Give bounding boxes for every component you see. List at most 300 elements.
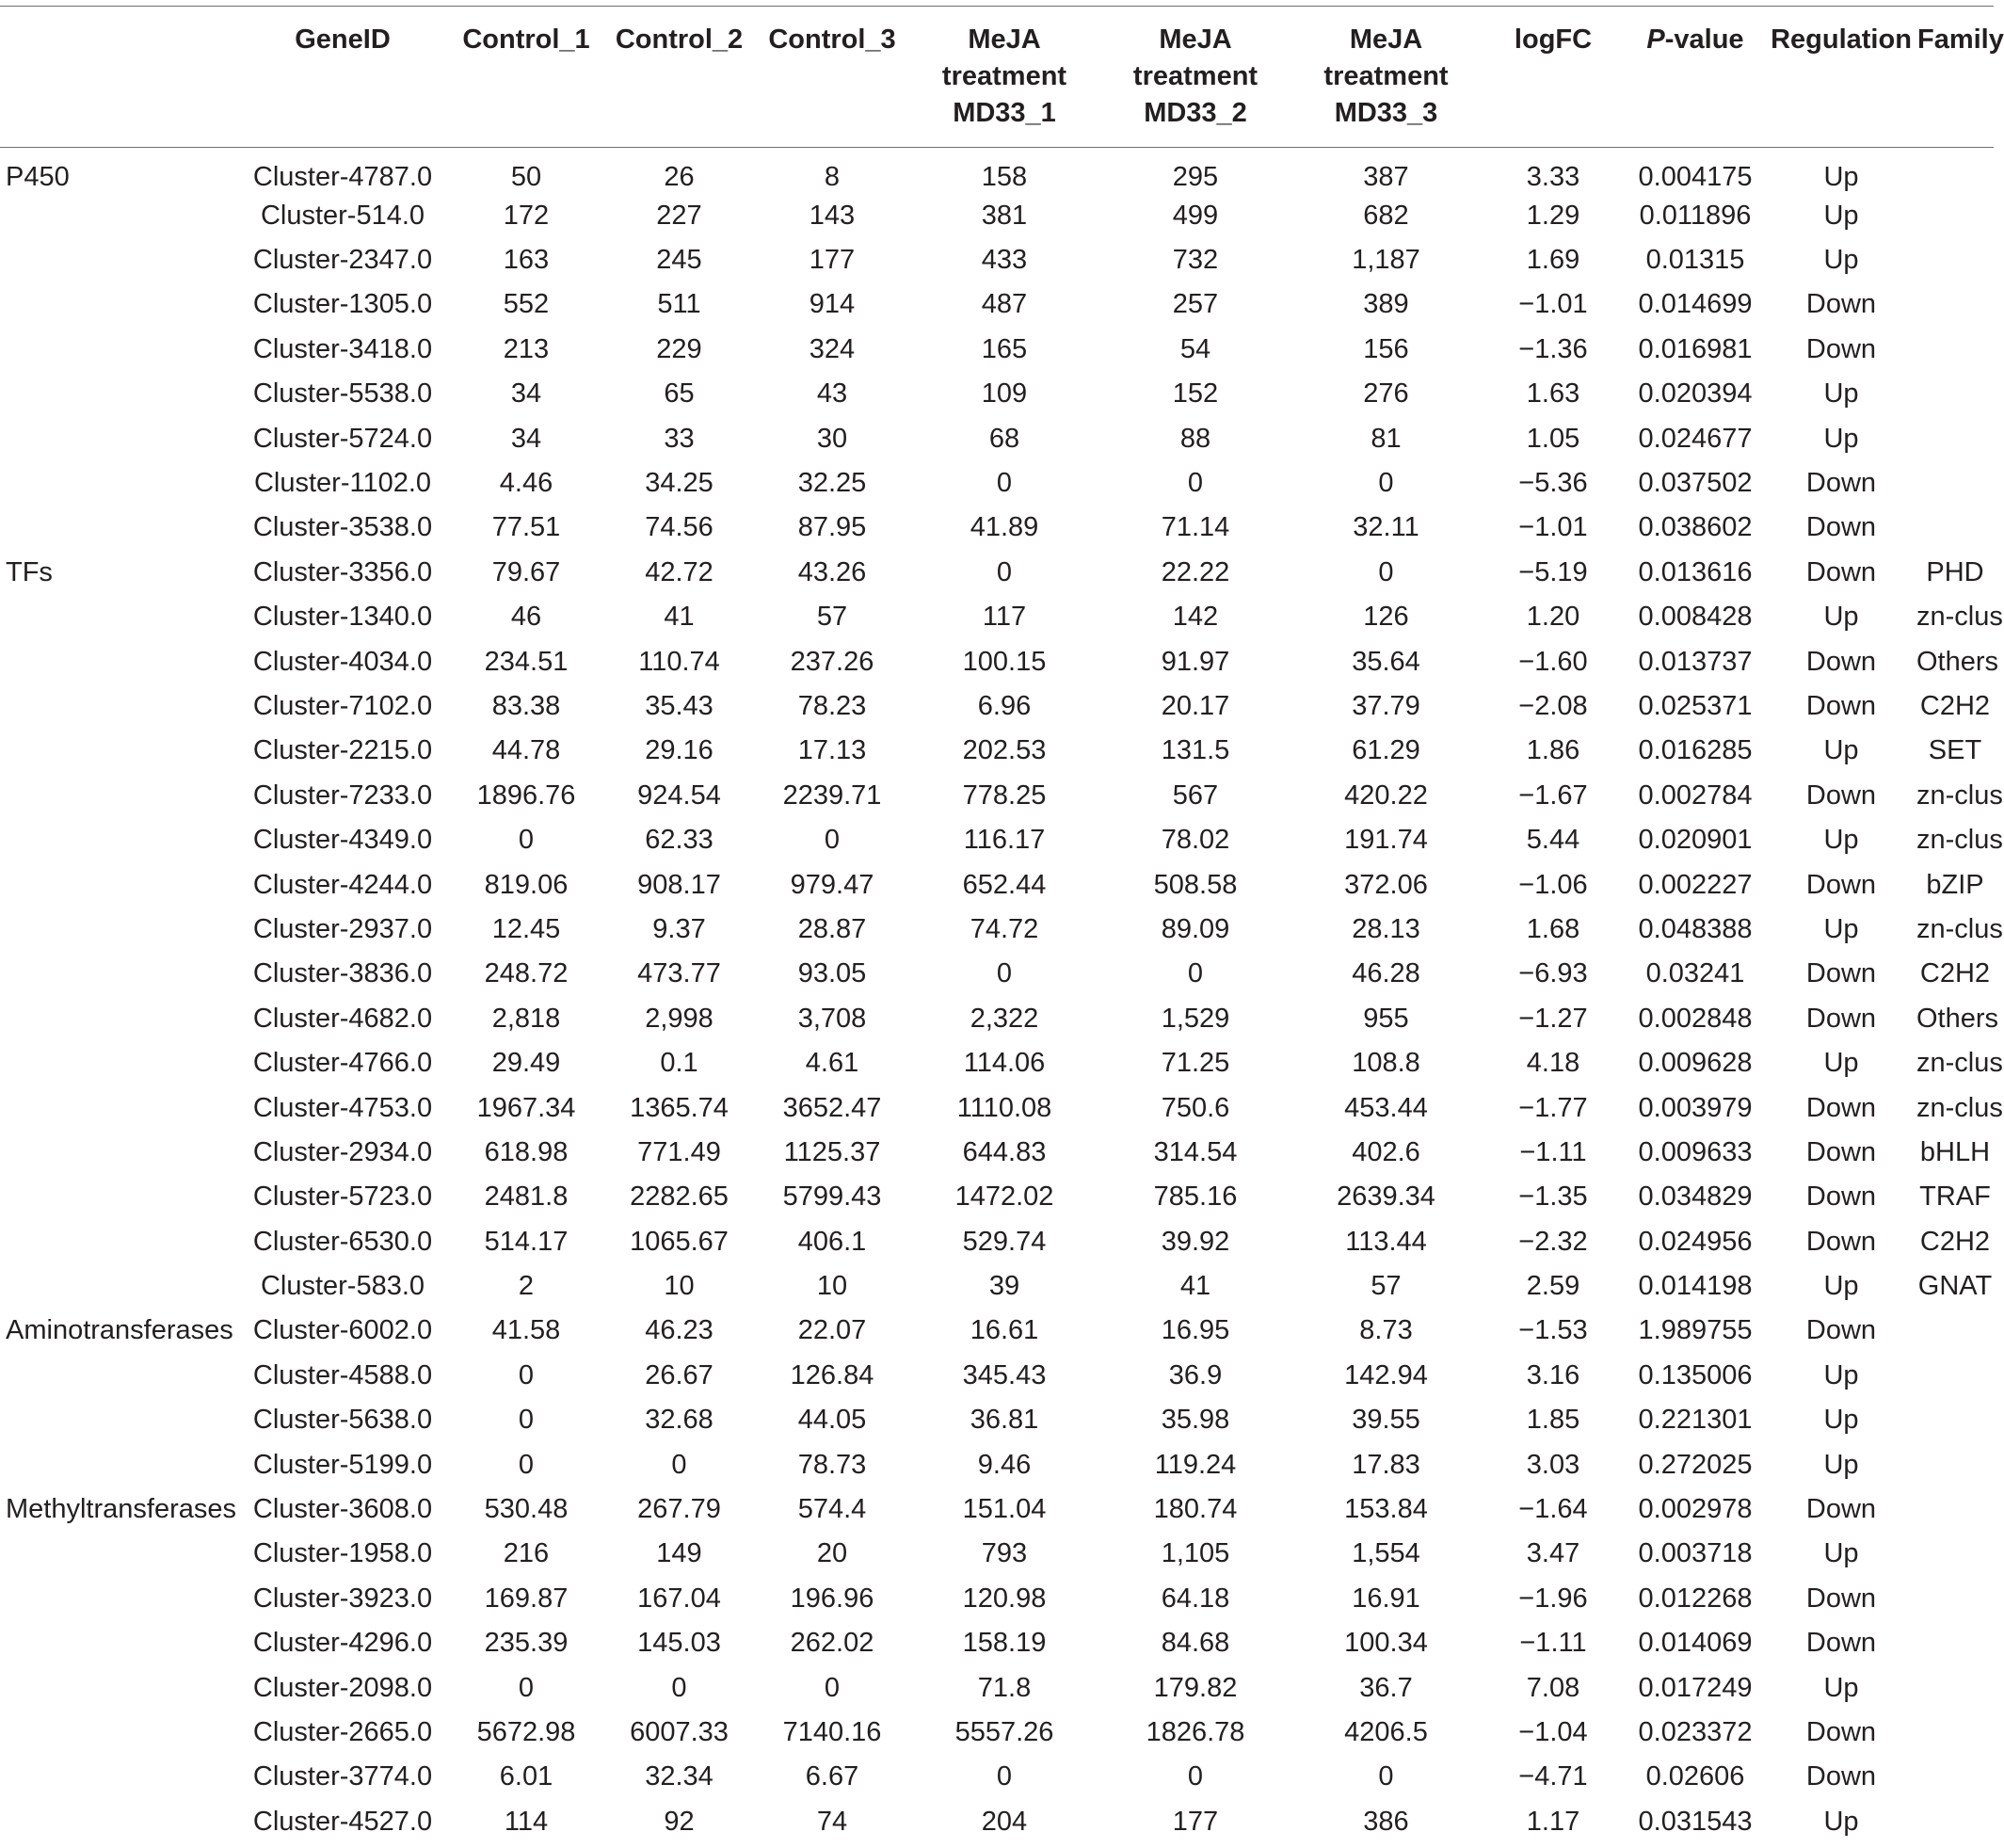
cell-control-1: 169.87	[484, 1583, 569, 1614]
cell-category	[0, 1263, 235, 1308]
cell-logfc: −2.32	[1518, 1226, 1588, 1257]
cell-meja-3: 61.29	[1352, 735, 1420, 766]
cell-regulation: Down	[1805, 1716, 1877, 1747]
gene-expression-table	[0, 6, 2004, 1843]
cell-regulation: Down	[1805, 958, 1877, 989]
cell-meja-2: 20.17	[1161, 690, 1230, 721]
header-meja-3-line-3: MD33_3	[1334, 98, 1438, 128]
cell-meja-1: 36.81	[970, 1405, 1039, 1436]
cell-regulation: Up	[1823, 378, 1859, 410]
cell-meja-3: 387	[1363, 162, 1409, 192]
cell-control-2: 267.79	[637, 1494, 721, 1525]
cell-p-value: 0.020394	[1638, 378, 1753, 410]
cell-logfc: 1.86	[1526, 735, 1580, 766]
cell-meja-3: 46.28	[1352, 958, 1420, 989]
cell-family	[1916, 1442, 1994, 1486]
cell-meja-1: 433	[981, 245, 1028, 276]
table-header	[0, 7, 2004, 148]
cell-category	[0, 996, 235, 1040]
table-row	[0, 1755, 1994, 1799]
header-category	[0, 7, 235, 148]
cell-control-3: 914	[809, 289, 856, 320]
cell-control-2: 26	[664, 162, 695, 192]
cell-control-3: 78.23	[797, 690, 867, 721]
cell-control-3: 43	[816, 378, 848, 410]
cell-control-3: 237.26	[790, 646, 874, 677]
cell-family: SET	[1928, 735, 1982, 766]
cell-control-1: 0	[518, 1359, 535, 1390]
table-row	[0, 372, 1994, 416]
cell-category	[0, 1799, 235, 1843]
cell-meja-2: 314.54	[1153, 1136, 1238, 1167]
cell-control-1: 1967.34	[476, 1092, 576, 1123]
cell-logfc: 2.59	[1526, 1271, 1580, 1302]
cell-meja-3: 276	[1363, 378, 1409, 410]
cell-meja-2: 119.24	[1154, 1449, 1237, 1480]
table-row	[0, 237, 1994, 281]
cell-category	[0, 1175, 235, 1219]
cell-control-3: 0	[824, 825, 841, 856]
cell-control-1: 5672.98	[476, 1716, 576, 1747]
cell-control-1: 114	[504, 1806, 549, 1837]
cell-control-3: 28.87	[797, 913, 867, 944]
cell-gene-id: Cluster-2098.0	[252, 1672, 433, 1703]
cell-meja-3: 142.94	[1344, 1359, 1428, 1390]
cell-logfc: −2.08	[1518, 690, 1588, 721]
cell-category	[0, 817, 235, 861]
cell-gene-id: Cluster-2215.0	[252, 735, 433, 766]
cell-meja-2: 0	[1187, 958, 1204, 989]
cell-logfc: 5.44	[1526, 825, 1580, 856]
cell-category	[0, 952, 235, 996]
cell-meja-2: 567	[1172, 779, 1219, 811]
cell-meja-3: 955	[1363, 1003, 1409, 1034]
cell-control-2: 34.25	[645, 468, 713, 499]
cell-control-3: 177	[809, 245, 856, 276]
table-row	[0, 1532, 1994, 1576]
cell-gene-id: Cluster-5724.0	[252, 423, 433, 454]
cell-family	[1916, 1710, 1994, 1754]
cell-control-2: 2,998	[645, 1003, 713, 1034]
cell-regulation: Down	[1805, 556, 1877, 587]
cell-control-2: 0.1	[660, 1048, 698, 1079]
header-meja-2-line-3: MD33_2	[1144, 98, 1247, 128]
cell-logfc: −6.93	[1518, 958, 1588, 989]
cell-meja-2: 41	[1179, 1271, 1211, 1302]
cell-p-value: 0.01315	[1645, 245, 1745, 276]
cell-meja-2: 35.98	[1161, 1405, 1230, 1436]
cell-regulation: Down	[1805, 1003, 1877, 1034]
cell-gene-id: Cluster-5638.0	[252, 1405, 433, 1436]
cell-meja-3: 1,187	[1352, 245, 1420, 276]
table-row	[0, 506, 1994, 550]
cell-regulation: Down	[1805, 646, 1877, 677]
cell-meja-1: 39	[988, 1271, 1020, 1302]
cell-meja-3: 0	[1378, 556, 1394, 587]
cell-family: zn-clus	[1916, 825, 2003, 856]
cell-category: TFs	[6, 556, 53, 587]
cell-meja-1: 109	[981, 378, 1028, 410]
cell-meja-1: 100.15	[962, 646, 1047, 677]
cell-control-1: 0	[518, 1405, 535, 1436]
cell-meja-3: 4206.5	[1344, 1716, 1428, 1747]
cell-gene-id: Cluster-1305.0	[252, 289, 433, 320]
cell-family	[1916, 1665, 1994, 1710]
cell-p-value: 0.020901	[1638, 825, 1753, 856]
header-meja-1-line-2: treatment	[941, 61, 1067, 91]
header-meja-1-line-1: MeJA	[968, 24, 1041, 55]
cell-gene-id: Cluster-4296.0	[252, 1628, 433, 1659]
cell-regulation: Up	[1823, 735, 1859, 766]
cell-meja-1: 151.04	[962, 1494, 1047, 1525]
header-control-3: Control_3	[756, 7, 908, 148]
cell-family: bHLH	[1919, 1136, 1991, 1167]
cell-control-3: 196.96	[790, 1583, 874, 1614]
cell-meja-2: 177	[1172, 1806, 1219, 1837]
cell-family	[1916, 1398, 1994, 1442]
cell-regulation: Down	[1805, 1761, 1877, 1792]
cell-meja-2: 785.16	[1153, 1181, 1238, 1213]
cell-gene-id: Cluster-583.0	[260, 1271, 425, 1302]
cell-meja-2: 732	[1172, 245, 1219, 276]
cell-p-value: 0.135006	[1638, 1359, 1753, 1390]
cell-regulation: Up	[1823, 1048, 1859, 1079]
cell-regulation: Up	[1823, 825, 1859, 856]
table-row	[0, 1398, 1994, 1442]
cell-category	[0, 1532, 235, 1576]
cell-category	[0, 907, 235, 951]
cell-category	[0, 1665, 235, 1710]
cell-category	[0, 1398, 235, 1442]
cell-logfc: −1.77	[1518, 1092, 1588, 1123]
cell-control-1: 0	[518, 825, 535, 856]
header-family: Family	[1916, 7, 1994, 148]
cell-control-2: 245	[656, 245, 702, 276]
cell-family	[1916, 1353, 1994, 1397]
cell-regulation: Down	[1805, 1181, 1877, 1213]
cell-category: P450	[6, 162, 70, 192]
cell-control-2: 1365.74	[630, 1092, 729, 1123]
cell-meja-3: 126	[1363, 602, 1409, 633]
cell-gene-id: Cluster-514.0	[260, 200, 425, 231]
table-row	[0, 1442, 1994, 1486]
cell-regulation: Down	[1805, 468, 1877, 499]
cell-meja-1: 116.17	[963, 825, 1046, 856]
cell-meja-1: 0	[996, 556, 1013, 587]
table-row	[0, 148, 1994, 194]
cell-meja-3: 81	[1371, 423, 1402, 454]
cell-p-value: 0.012268	[1638, 1583, 1753, 1614]
cell-control-3: 3652.47	[782, 1092, 882, 1123]
cell-control-2: 1065.67	[630, 1226, 729, 1257]
cell-p-value: 0.016981	[1638, 333, 1753, 364]
cell-category	[0, 595, 235, 639]
cell-meja-3: 389	[1363, 289, 1409, 320]
cell-control-2: 227	[656, 200, 702, 231]
cell-meja-2: 0	[1187, 468, 1204, 499]
cell-regulation: Down	[1805, 690, 1877, 721]
cell-category	[0, 1040, 235, 1085]
header-meja-3-line-1: MeJA	[1349, 24, 1423, 55]
cell-logfc: −1.04	[1518, 1716, 1588, 1747]
table-row	[0, 193, 1994, 237]
cell-p-value: 0.003979	[1638, 1092, 1753, 1123]
cell-control-3: 10	[816, 1271, 848, 1302]
cell-meja-3: 0	[1378, 1761, 1394, 1792]
cell-control-3: 2239.71	[782, 779, 882, 811]
cell-meja-1: 165	[981, 333, 1028, 364]
cell-gene-id: Cluster-3836.0	[252, 958, 433, 989]
cell-control-3: 93.05	[797, 958, 867, 989]
cell-control-1: 2481.8	[484, 1181, 569, 1213]
cell-control-3: 8	[824, 162, 841, 192]
cell-control-3: 17.13	[797, 735, 867, 766]
cell-regulation: Down	[1805, 1628, 1877, 1659]
cell-meja-3: 1,554	[1352, 1538, 1420, 1569]
cell-control-2: 145.03	[637, 1628, 721, 1659]
cell-meja-2: 88	[1179, 423, 1211, 454]
cell-p-value: 0.011896	[1639, 200, 1752, 231]
cell-regulation: Down	[1805, 512, 1877, 543]
cell-meja-3: 108.8	[1352, 1048, 1420, 1079]
header-p-value-italic: P	[1646, 24, 1665, 55]
cell-logfc: 1.63	[1526, 378, 1580, 410]
cell-p-value: 0.002784	[1638, 779, 1753, 811]
cell-meja-3: 372.06	[1344, 869, 1428, 900]
cell-meja-3: 402.6	[1352, 1136, 1420, 1167]
cell-meja-2: 257	[1172, 289, 1219, 320]
cell-gene-id: Cluster-1958.0	[252, 1538, 433, 1569]
cell-logfc: 7.08	[1526, 1672, 1580, 1703]
cell-family	[1916, 1799, 1994, 1843]
cell-meja-3: 8.73	[1359, 1315, 1413, 1346]
cell-control-3: 74	[816, 1806, 848, 1837]
cell-meja-1: 158	[981, 162, 1028, 192]
cell-regulation: Down	[1805, 1494, 1877, 1525]
cell-regulation: Up	[1823, 1806, 1859, 1837]
cell-control-2: 92	[664, 1806, 695, 1837]
table-row	[0, 327, 1994, 371]
cell-family	[1916, 1755, 1994, 1799]
cell-logfc: −1.64	[1518, 1494, 1588, 1525]
cell-p-value: 0.023372	[1638, 1716, 1753, 1747]
cell-meja-3: 35.64	[1352, 646, 1420, 677]
cell-gene-id: Cluster-5723.0	[252, 1181, 433, 1213]
cell-control-1: 163	[503, 245, 550, 276]
cell-control-3: 30	[816, 423, 848, 454]
header-meja-3	[1291, 7, 1482, 148]
cell-meja-2: 142	[1172, 602, 1219, 633]
cell-regulation: Up	[1823, 1359, 1859, 1390]
header-meja-1	[908, 7, 1100, 148]
cell-p-value: 0.013737	[1638, 646, 1753, 677]
cell-control-2: 33	[664, 423, 695, 454]
cell-meja-3: 32.11	[1353, 512, 1419, 543]
cell-control-3: 7140.16	[782, 1716, 882, 1747]
cell-p-value: 0.002978	[1638, 1494, 1753, 1525]
cell-control-2: 65	[664, 378, 695, 410]
cell-meja-2: 750.6	[1161, 1092, 1230, 1123]
cell-gene-id: Cluster-3418.0	[252, 333, 433, 364]
cell-family	[1916, 416, 1994, 460]
table-row	[0, 996, 1994, 1040]
cell-meja-2: 16.95	[1161, 1315, 1230, 1346]
cell-meja-2: 1,105	[1161, 1538, 1230, 1569]
cell-meja-1: 652.44	[962, 869, 1047, 900]
cell-regulation: Down	[1805, 1092, 1877, 1123]
table-row	[0, 952, 1994, 996]
table-row	[0, 1309, 1994, 1353]
cell-logfc: 1.05	[1526, 423, 1580, 454]
cell-family	[1916, 282, 1994, 327]
cell-control-1: 0	[518, 1449, 535, 1480]
cell-logfc: 3.16	[1526, 1359, 1580, 1390]
cell-regulation: Up	[1823, 1405, 1859, 1436]
cell-meja-1: 16.61	[970, 1315, 1039, 1346]
cell-family: bZIP	[1926, 869, 1984, 900]
cell-logfc: 1.68	[1526, 913, 1580, 944]
cell-meja-1: 204	[981, 1806, 1028, 1837]
cell-p-value: 0.009628	[1638, 1048, 1753, 1079]
cell-gene-id: Cluster-5199.0	[252, 1449, 433, 1480]
cell-meja-1: 117	[982, 602, 1027, 633]
cell-control-2: 6007.33	[630, 1716, 729, 1747]
cell-meja-2: 71.25	[1161, 1048, 1230, 1079]
table-row	[0, 1665, 1994, 1710]
cell-control-2: 41	[664, 602, 695, 633]
cell-p-value: 0.037502	[1638, 468, 1753, 499]
cell-logfc: −1.35	[1518, 1181, 1588, 1213]
cell-category	[0, 1576, 235, 1620]
cell-logfc: 3.03	[1526, 1449, 1580, 1480]
cell-gene-id: Cluster-3356.0	[252, 556, 433, 587]
cell-gene-id: Cluster-6530.0	[252, 1226, 433, 1257]
header-meja-1-line-3: MD33_1	[953, 98, 1056, 128]
cell-meja-3: 191.74	[1344, 825, 1428, 856]
cell-meja-2: 499	[1172, 200, 1219, 231]
cell-logfc: 1.20	[1526, 602, 1580, 633]
cell-meja-3: 57	[1371, 1271, 1402, 1302]
cell-meja-3: 420.22	[1344, 779, 1428, 811]
cell-p-value: 0.009633	[1638, 1136, 1753, 1167]
table-row	[0, 1576, 1994, 1620]
cell-meja-2: 84.68	[1161, 1628, 1230, 1659]
cell-gene-id: Cluster-1340.0	[252, 602, 433, 633]
cell-control-3: 32.25	[797, 468, 867, 499]
cell-category	[0, 372, 235, 416]
cell-control-1: 0	[518, 1672, 535, 1703]
cell-control-1: 34	[510, 378, 542, 410]
table-row	[0, 817, 1994, 861]
cell-meja-2: 180.74	[1153, 1494, 1238, 1525]
cell-meja-1: 0	[996, 468, 1013, 499]
cell-control-2: 511	[657, 289, 701, 320]
cell-control-1: 77.51	[491, 512, 561, 543]
cell-control-1: 819.06	[484, 869, 569, 900]
cell-family: Others	[1916, 1003, 1999, 1034]
cell-meja-1: 2,322	[970, 1003, 1039, 1034]
cell-p-value: 0.221301	[1638, 1405, 1753, 1436]
cell-regulation: Down	[1805, 289, 1877, 320]
cell-control-1: 46	[510, 602, 542, 633]
cell-logfc: −1.01	[1518, 289, 1588, 320]
cell-gene-id: Cluster-4682.0	[252, 1003, 433, 1034]
cell-gene-id: Cluster-7102.0	[252, 690, 433, 721]
cell-family: zn-clus	[1916, 1048, 2003, 1079]
cell-meja-3: 17.83	[1352, 1449, 1420, 1480]
cell-gene-id: Cluster-4753.0	[252, 1092, 433, 1123]
header-control-2: Control_2	[602, 7, 756, 148]
cell-meja-1: 74.72	[970, 913, 1039, 944]
table-row	[0, 1353, 1994, 1397]
cell-control-2: 62.33	[645, 825, 713, 856]
table-row	[0, 1040, 1994, 1085]
table-row	[0, 1710, 1994, 1754]
cell-control-1: 2	[518, 1271, 535, 1302]
cell-logfc: 1.17	[1526, 1806, 1580, 1837]
header-control-1: Control_1	[450, 7, 602, 148]
cell-gene-id: Cluster-2665.0	[252, 1716, 433, 1747]
cell-family	[1916, 148, 1994, 194]
cell-regulation: Down	[1805, 1583, 1877, 1614]
cell-regulation: Up	[1823, 913, 1859, 944]
table-row	[0, 1263, 1994, 1308]
cell-regulation: Up	[1823, 162, 1859, 192]
cell-category	[0, 1442, 235, 1486]
cell-p-value: 0.024956	[1638, 1226, 1753, 1257]
cell-control-3: 78.73	[797, 1449, 867, 1480]
cell-gene-id: Cluster-4787.0	[252, 162, 433, 192]
header-p-value	[1625, 7, 1766, 148]
cell-category	[0, 1353, 235, 1397]
cell-meja-1: 9.46	[977, 1449, 1032, 1480]
cell-control-3: 262.02	[790, 1628, 874, 1659]
cell-control-1: 44.78	[491, 735, 561, 766]
cell-category	[0, 1710, 235, 1754]
cell-category	[0, 193, 235, 237]
cell-family	[1916, 1576, 1994, 1620]
cell-control-3: 87.95	[797, 512, 867, 543]
cell-family	[1916, 1532, 1994, 1576]
cell-meja-3: 39.55	[1352, 1405, 1420, 1436]
cell-p-value: 0.002848	[1638, 1003, 1753, 1034]
cell-gene-id: Cluster-6002.0	[252, 1315, 433, 1346]
cell-logfc: −1.60	[1518, 646, 1588, 677]
cell-p-value: 0.014069	[1638, 1628, 1753, 1659]
cell-p-value: 1.989755	[1638, 1315, 1753, 1346]
cell-control-1: 530.48	[484, 1494, 569, 1525]
cell-control-2: 32.68	[645, 1405, 713, 1436]
header-meja-2-line-2: treatment	[1132, 61, 1259, 91]
cell-logfc: 3.47	[1526, 1538, 1580, 1569]
cell-category	[0, 1219, 235, 1263]
cell-control-3: 0	[824, 1672, 841, 1703]
cell-control-2: 35.43	[645, 690, 713, 721]
cell-regulation: Up	[1823, 1271, 1859, 1302]
cell-logfc: −1.53	[1518, 1315, 1588, 1346]
cell-control-3: 44.05	[797, 1405, 867, 1436]
cell-control-3: 143	[809, 200, 856, 231]
cell-family	[1916, 1309, 1994, 1353]
cell-category	[0, 773, 235, 817]
cell-control-1: 213	[503, 333, 550, 364]
cell-meja-2: 1826.78	[1146, 1716, 1245, 1747]
cell-family: C2H2	[1919, 958, 1991, 989]
cell-control-3: 3,708	[797, 1003, 867, 1034]
cell-category	[0, 327, 235, 371]
table-row	[0, 1621, 1994, 1665]
cell-gene-id: Cluster-3774.0	[252, 1761, 433, 1792]
